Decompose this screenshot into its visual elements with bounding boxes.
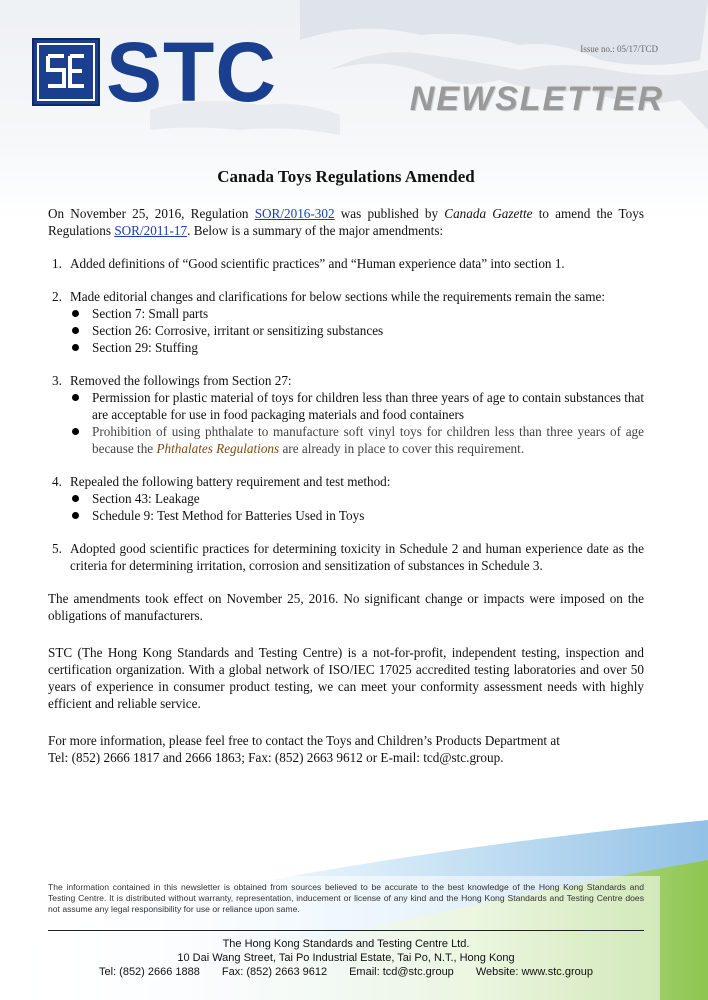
list-item: [48, 372, 644, 457]
list-item: [48, 473, 644, 524]
item-text: Made editorial changes and clarifications for below sections while the requirements remain the same:: [70, 289, 606, 304]
bullet-item: [70, 322, 644, 339]
bullet-text: Permission for plastic material of toys for children less than three years of age to contain substances that are acceptable for use in food packaging materials and food containers: [92, 390, 644, 422]
list-item: [48, 288, 644, 356]
link-sor-2016-302[interactable]: SOR/2016-302: [254, 206, 335, 221]
bullet-text: Section 26: Corrosive, irritant or sensitizing substances: [92, 323, 384, 338]
canada-gazette: Canada Gazette: [444, 206, 533, 221]
more-info-line-1: For more information, please feel free to contact the Toys and Children’s Products Department at: [48, 733, 560, 748]
intro-text-1: On November 25, 2016, Regulation: [48, 206, 255, 221]
page-title: Canada Toys Regulations Amended: [217, 167, 475, 186]
bullet-text-end: are already in place to cover this requirement.: [279, 441, 525, 456]
footer-contact: [48, 937, 644, 979]
more-info-line-2: Tel: (852) 2666 1817 and 2666 1863; Fax: (852) 2663 9612 or E-mail: tcd@stc.group.: [48, 750, 504, 765]
effect-paragraph: The amendments took effect on November 25, 2016. No significant change or impacts were imposed on the obligations of manufacturers.: [48, 591, 644, 623]
item-text: Added definitions of “Good scientific practices” and “Human experience data” into section 1.: [70, 256, 565, 271]
item-number: 5.: [52, 541, 62, 556]
org-name: The Hong Kong Standards and Testing Centre Ltd.: [222, 938, 470, 950]
bullet-icon: [72, 495, 79, 502]
list-item: [48, 540, 644, 574]
issue-number: Issue no.: 05/17/TCD: [580, 44, 658, 54]
amendment-list: [48, 255, 644, 574]
header: [0, 0, 708, 160]
bullet-item: [70, 389, 644, 423]
item-number: 1.: [52, 256, 62, 271]
footer-email[interactable]: Email: tcd@stc.group: [349, 966, 454, 978]
bullet-icon: [72, 512, 79, 519]
footer-fax: Fax: (852) 2663 9612: [221, 966, 328, 978]
bullet-text: Section 7: Small parts: [92, 306, 209, 321]
footer-divider: [48, 930, 644, 931]
bullet-item: [70, 507, 644, 524]
contact-row: [48, 965, 644, 979]
footer-website[interactable]: Website: www.stc.group: [475, 966, 593, 978]
phthalates-regulations: Phthalates Regulations: [156, 441, 280, 456]
footer-tel: Tel: (852) 2666 1888: [98, 966, 200, 978]
bullet-text: Schedule 9: Test Method for Batteries Used in Toys: [92, 508, 365, 523]
bullet-item: [70, 490, 644, 507]
intro-text-2: was published by: [334, 206, 445, 221]
newsletter-label: NEWSLETTER: [409, 80, 664, 118]
intro-text-3: to amend the Toys Regulations: [48, 206, 644, 238]
bullet-item: [70, 305, 644, 322]
bullet-text: Section 29: Stuffing: [92, 340, 198, 355]
link-sor-2011-17[interactable]: SOR/2011-17: [114, 223, 188, 238]
sub-list: [70, 389, 644, 457]
item-text: Removed the followings from Section 27:: [70, 373, 292, 388]
bullet-item: [70, 339, 644, 356]
intro-text-4: . Below is a summary of the major amendments:: [187, 223, 444, 238]
bullet-icon: [72, 344, 79, 351]
disclaimer: The information contained in this newsletter is obtained from sources believed to be accurate to the best knowledge of the Hong Kong Standards and Testing Centre. It is distributed without warranty, representation, inducement or license of any kind and the Hong Kong Standards and Testing Centre does not assume any legal responsibility for use or reliance upon same.: [48, 882, 644, 914]
list-item: [48, 255, 644, 272]
article: [48, 168, 644, 766]
bullet-icon: [72, 310, 79, 317]
intro-paragraph: [48, 205, 644, 239]
item-text: Repealed the following battery requirement and test method:: [70, 474, 391, 489]
item-text: Adopted good scientific practices for determining toxicity in Schedule 2 and human experience date as the criteria for determining irritation, corrosion and sensitization of substances in Schedule 3.: [70, 541, 644, 573]
sub-list: [70, 305, 644, 356]
bullet-icon: [72, 428, 79, 435]
bullet-icon: [72, 327, 79, 334]
item-number: 4.: [52, 474, 62, 489]
stc-logo-icon: [32, 38, 100, 106]
org-address: 10 Dai Wang Street, Tai Po Industrial Estate, Tai Po, N.T., Hong Kong: [177, 952, 515, 964]
bullet-text: Prohibition of using phthalate to manufacture soft vinyl toys for children less than three years of age because the: [92, 424, 644, 456]
sub-list: [70, 490, 644, 524]
logo-wordmark: STC: [106, 25, 277, 119]
item-number: 2.: [52, 289, 62, 304]
about-paragraph: STC (The Hong Kong Standards and Testing Centre) is a not-for-profit, independent testing, inspection and certification organization. With a global network of ISO/IEC 17025 accredited testing laboratories and over 50 years of experience in consumer product testing, we can meet your conformity assessment needs with highly efficient and reliable service.: [48, 645, 644, 711]
bullet-icon: [72, 394, 79, 401]
bullet-item: [70, 423, 644, 457]
item-number: 3.: [52, 373, 62, 388]
bullet-text: Section 43: Leakage: [92, 491, 200, 506]
